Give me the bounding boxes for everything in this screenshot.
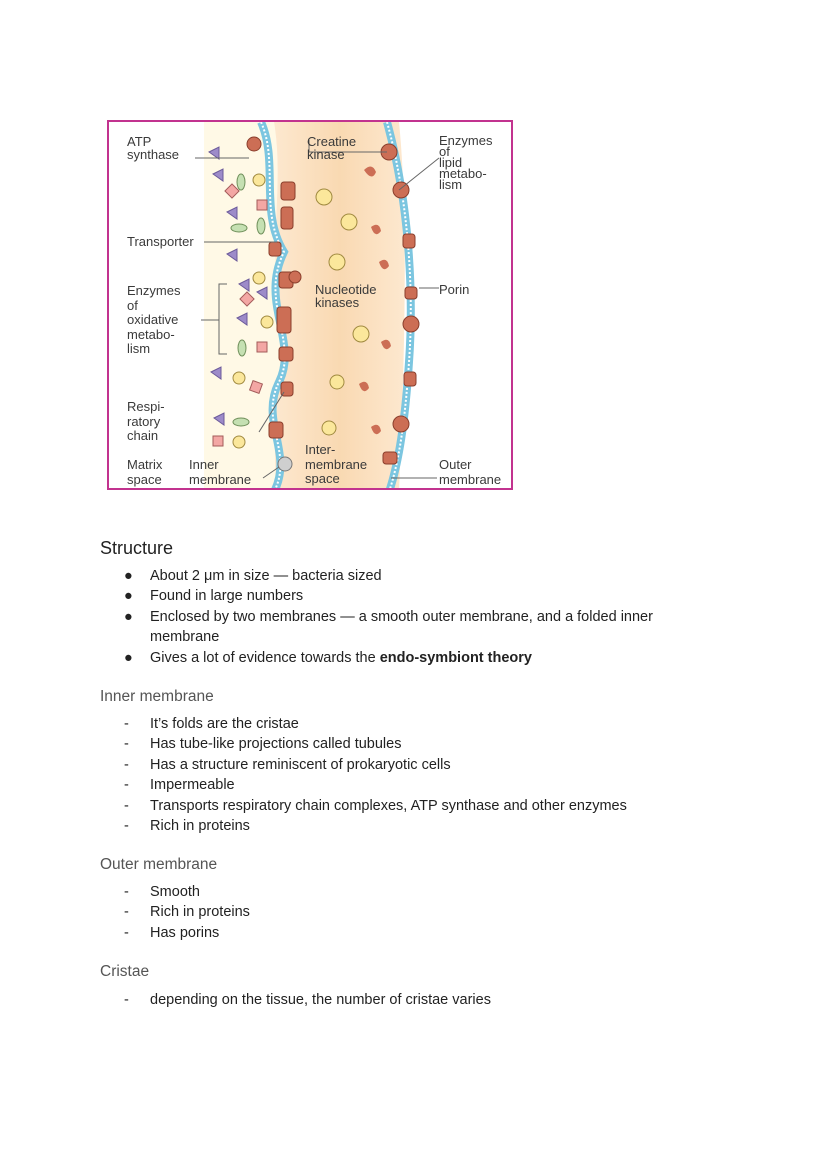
dash-marker: - xyxy=(124,736,129,753)
inner-membrane-heading: Inner membrane xyxy=(100,688,214,705)
outer-membrane-heading: Outer membrane xyxy=(100,856,218,873)
dash-marker: - xyxy=(124,797,129,814)
dash-marker: - xyxy=(124,818,129,835)
mitochondrion-membrane-figure xyxy=(107,120,513,490)
list-item: ● About 2 μm in size — bacteria sized xyxy=(100,566,720,586)
list-item: - Impermeable xyxy=(100,775,720,795)
outer-membrane-list xyxy=(100,882,720,943)
inner-membrane-label: Inner membrane xyxy=(189,457,252,487)
enzymes-oxidative-label: Enzymes of oxidative metabo- lism xyxy=(127,283,181,356)
enzymes-lipid-label: Enzymes of lipid metabo- lism xyxy=(439,133,493,192)
list-item: - Smooth xyxy=(100,882,720,902)
bullet-marker: ● xyxy=(124,568,133,584)
dash-marker: - xyxy=(124,884,129,900)
list-item: - Has porins xyxy=(100,923,720,943)
list-item: - Rich in proteins xyxy=(100,816,720,836)
inner-membrane-list xyxy=(100,714,720,836)
intermembrane-space-label: Inter- membrane space xyxy=(305,442,368,486)
dash-marker: - xyxy=(124,924,129,941)
bullet-marker: ● xyxy=(124,608,133,625)
bullet-marker: ● xyxy=(124,649,133,666)
creatine-kinase-label: Creatine kinase xyxy=(307,134,357,162)
list-item: - It’s folds are the cristae xyxy=(100,714,720,734)
dash-marker: - xyxy=(124,716,129,732)
list-item: - Has a structure reminiscent of prokaryotic cells xyxy=(100,755,720,775)
list-item: ● Found in large numbers xyxy=(100,586,720,606)
transporter-label: Transporter xyxy=(127,234,194,249)
atp-synthase-label: ATP synthase xyxy=(127,134,180,162)
list-item: ● Gives a lot of evidence towards the endo-symbiont theory xyxy=(100,648,720,668)
structure-heading: Structure xyxy=(100,538,174,558)
porin-label: Porin xyxy=(439,282,470,297)
dash-marker: - xyxy=(124,756,129,773)
outer-membrane-label: Outer membrane xyxy=(439,457,502,487)
list-item: - Rich in proteins xyxy=(100,902,720,922)
list-item: - Has tube-like projections called tubules xyxy=(100,734,720,754)
nucleotide-kinases-label: Nucleotide kinases xyxy=(315,282,377,310)
dash-marker: - xyxy=(124,992,129,1008)
dash-marker: - xyxy=(124,777,129,794)
bullet-marker: ● xyxy=(124,588,133,605)
list-item: - depending on the tissue, the number of cristae varies xyxy=(100,990,720,1010)
structure-list xyxy=(100,566,720,668)
endo-symbiont-term: endo-symbiont theory xyxy=(379,649,532,666)
dash-marker: - xyxy=(124,904,129,921)
respiratory-chain-label: Respi- ratory chain xyxy=(127,399,165,443)
list-item: ● Enclosed by two membranes — a smooth outer membrane, and a folded inner membrane xyxy=(124,608,653,646)
matrix-space-label: Matrix space xyxy=(127,457,163,487)
cristae-list xyxy=(100,990,720,1010)
cristae-heading: Cristae xyxy=(100,963,150,980)
list-item: - Transports respiratory chain complexes, ATP synthase and other enzymes xyxy=(100,796,720,816)
